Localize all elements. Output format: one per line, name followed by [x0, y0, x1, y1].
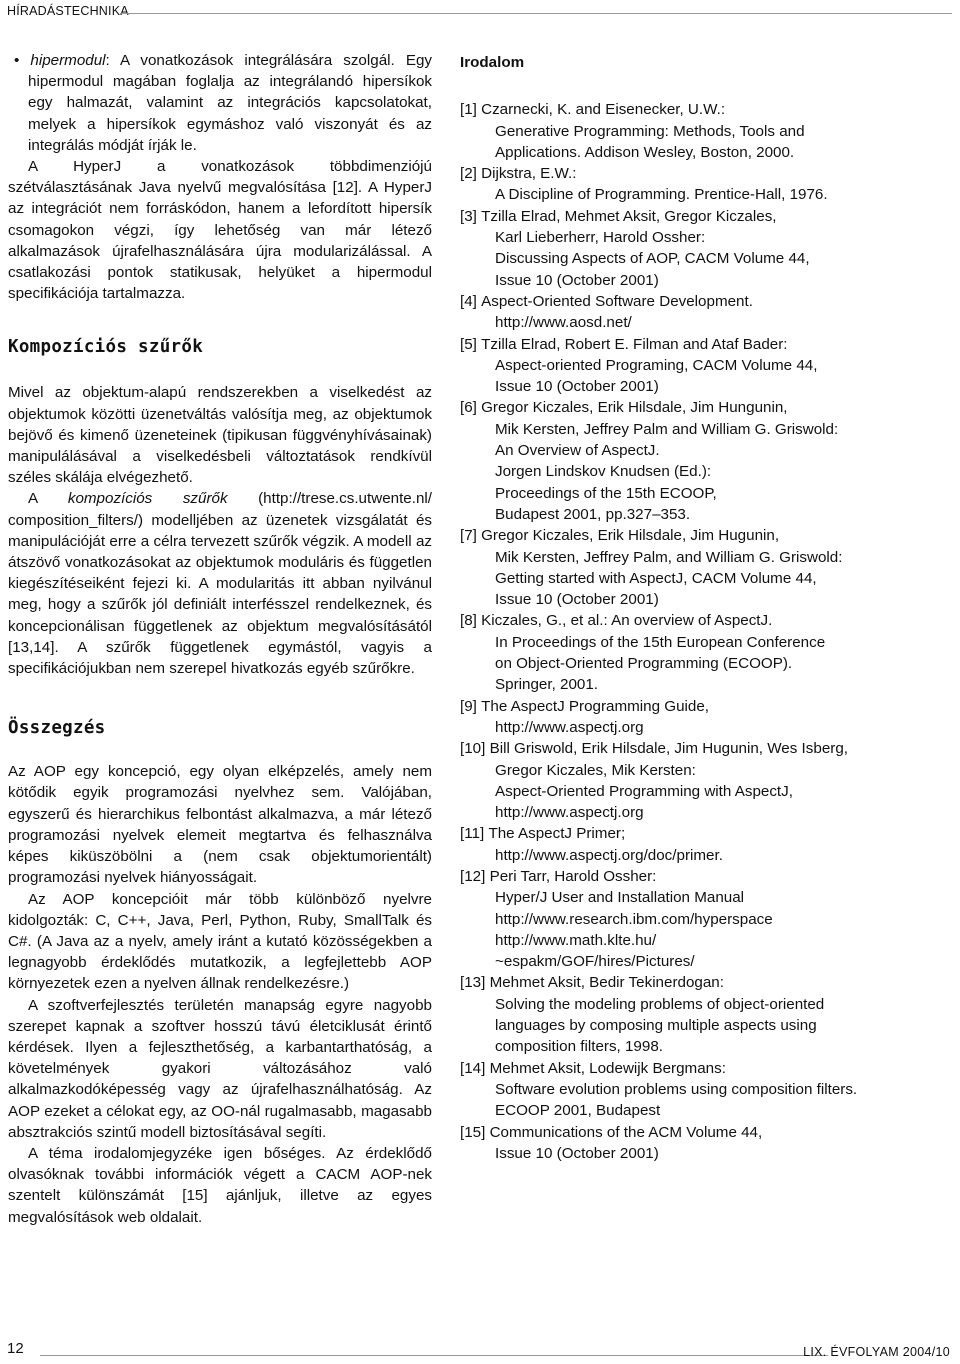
reference-line: In Proceedings of the 15th European Conference	[495, 633, 826, 651]
reference-line: ~espakm/GOF/hires/Pictures/	[495, 953, 695, 971]
reference-line: Discussing Aspects of AOP, CACM Volume 44,	[495, 250, 810, 268]
reference-item	[460, 972, 935, 1057]
reference-line: http://www.aspectj.org/doc/primer.	[495, 846, 723, 864]
reference-line: Aspect-Oriented Programming with AspectJ,	[495, 782, 793, 800]
reference-body	[488, 823, 935, 866]
reference-number: [4]	[460, 292, 482, 310]
reference-line: Karl Lieberherr, Harold Ossher:	[495, 229, 706, 247]
reference-line: composition filters, 1998.	[495, 1038, 663, 1056]
reference-item	[460, 1122, 935, 1165]
reference-body	[481, 206, 935, 291]
reference-item	[460, 163, 935, 206]
reference-item	[460, 99, 935, 163]
hyperj-paragraph: A HyperJ a vonatkozások többdimenziójú szétválasztásának Java nyelvű megvalósítása [12]. A HyperJ az integrációt nem forráskódon, hanem a lefordított hipersík csomagokon végzi, így lehetőség van már létező alkalmazások újrafelhasználására újra modularizálással. A csatlakozási pontok statikusak, helyüket a hipermodul specifikációja tartalmazza.	[8, 158, 432, 303]
section1-paragraph-2	[8, 488, 432, 679]
section-heading-kompozicios: Kompozíciós szűrők	[8, 337, 204, 358]
reference-item	[460, 525, 935, 610]
reference-item	[460, 696, 935, 739]
reference-list	[460, 99, 935, 1164]
reference-line: http://www.aosd.net/	[495, 314, 632, 332]
reference-line: The AspectJ Programming Guide,	[481, 697, 710, 715]
reference-line: A Discipline of Programming. Prentice-Hall, 1976.	[495, 186, 828, 204]
reference-line: http://www.aspectj.org	[495, 804, 644, 822]
reference-number: [8]	[460, 612, 482, 630]
reference-item	[460, 738, 935, 823]
reference-body	[490, 1122, 935, 1165]
reference-number: [3]	[460, 207, 482, 225]
section2-paragraph-3: A szoftverfejlesztés területén manapság egyre nagyobb szerepet kapnak a szoftver hosszú távú életciklusát érintő kérdések. Ilyen a fejleszthetőség, a karbantarthatóság, a követelmények gyakori változásához való alkalmazkodóképesség vagy az újrafelhasználhatóság. Az AOP ezeket a célokat egy, az OO-nál rugalmasabb, magasabb absztrakciós szintű modell biztosításával segíti.	[8, 996, 432, 1141]
references-column	[460, 52, 935, 1164]
reference-line: Peri Tarr, Harold Ossher:	[489, 867, 657, 885]
reference-body	[490, 972, 935, 1057]
bullet-text: : A vonatkozások integrálására szolgál. Egy hipermodul magában foglalja az integrálandó hipersíkok egy halmazát, valamint az integrációs kapcsolatokat, melyek a hipersíkok egymáshoz való viszonyát és az integrálás módját írják le.	[28, 52, 432, 154]
p2-pre: A	[28, 490, 68, 508]
reference-line: Mehmet Aksit, Bedir Tekinerdogan:	[489, 974, 724, 992]
reference-line: Bill Griswold, Erik Hilsdale, Jim Hugunin, Wes Isberg,	[489, 740, 848, 758]
reference-number: [14]	[460, 1059, 490, 1077]
reference-number: [5]	[460, 335, 482, 353]
reference-line: Generative Programming: Methods, Tools and	[495, 122, 805, 140]
reference-line: on Object-Oriented Programming (ECOOP).	[495, 655, 793, 673]
section1-paragraph-1: Mivel az objektum-alapú rendszerekben a viselkedést az objektumok közötti üzenetváltás valósítja meg, az objektumok bejövő és kimenő üzeneteinek (tipikusan függvényhívásainak) manipulálásával a viselkedésbeli változtatások rendkívül széles skálája elvégezhető.	[8, 384, 432, 487]
reference-line: Aspect-oriented Programing, CACM Volume 44,	[495, 356, 818, 374]
reference-line: Proceedings of the 15th ECOOP,	[495, 484, 717, 502]
reference-item	[460, 823, 935, 866]
reference-line: Czarnecki, K. and Eisenecker, U.W.:	[481, 101, 726, 119]
reference-line: Issue 10 (October 2001)	[495, 591, 659, 609]
reference-body	[490, 1058, 935, 1122]
page-number: 12	[7, 1340, 24, 1357]
bullet-hipermodul: • hipermodul: A vonatkozások integrálására szolgál. Egy hipermodul magában foglalja az integrálandó hipersíkok egy halmazát, valamint az integrációs kapcsolatokat, melyek a hipersíkok egymáshoz való viszonyát és az integrálás módját írják le.	[14, 52, 432, 154]
reference-number: [12]	[460, 867, 490, 885]
reference-item	[460, 291, 935, 334]
p2-term: kompozíciós szűrők	[67, 490, 228, 508]
reference-line: Issue 10 (October 2001)	[495, 378, 659, 396]
reference-number: [1]	[460, 101, 482, 119]
reference-line: An Overview of AspectJ.	[495, 442, 660, 460]
reference-line: Hyper/J User and Installation Manual	[495, 889, 745, 907]
reference-line: Gregor Kiczales, Erik Hilsdale, Jim Hungunin,	[481, 399, 788, 417]
reference-number: [15]	[460, 1123, 490, 1141]
section-heading-osszegzes: Összegzés	[8, 718, 106, 739]
reference-line: Solving the modeling problems of object-oriented	[495, 995, 825, 1013]
reference-line: Getting started with AspectJ, CACM Volume 44,	[495, 569, 817, 587]
footer-rule	[40, 1355, 828, 1356]
reference-number: [11]	[460, 825, 489, 843]
reference-body	[481, 99, 935, 163]
reference-body	[490, 866, 935, 972]
reference-body	[481, 291, 935, 334]
reference-line: Software evolution problems using composition filters.	[495, 1080, 858, 1098]
bullet-term: hipermodul	[30, 52, 106, 69]
reference-line: languages by composing multiple aspects using	[495, 1017, 817, 1035]
reference-item	[460, 334, 935, 398]
reference-item	[460, 206, 935, 291]
reference-line: Springer, 2001.	[495, 676, 599, 694]
reference-line: ECOOP 2001, Budapest	[495, 1102, 661, 1120]
reference-line: Tzilla Elrad, Robert E. Filman and Ataf Bader:	[481, 335, 788, 353]
reference-number: [6]	[460, 399, 482, 417]
reference-line: Jorgen Lindskov Knudsen (Ed.):	[495, 463, 712, 481]
reference-line: http://www.aspectj.org	[495, 718, 644, 736]
reference-line: Issue 10 (October 2001)	[495, 271, 659, 289]
reference-line: Applications. Addison Wesley, Boston, 2000.	[495, 143, 795, 161]
reference-body	[481, 334, 935, 398]
reference-line: Mik Kersten, Jeffrey Palm and William G. Griswold:	[495, 420, 839, 438]
section2-paragraph-4: A téma irodalomjegyzéke igen bőséges. Az érdeklődő olvasóknak további információk végett a CACM AOP-nek szentelt különszámát [15] ajánljuk, illetve az egyes megvalósítások web oldalait.	[8, 1144, 432, 1226]
reference-line: Kiczales, G., et al.: An overview of AspectJ.	[481, 612, 773, 630]
reference-body	[490, 738, 935, 823]
reference-line: Mehmet Aksit, Lodewijk Bergmans:	[489, 1059, 726, 1077]
reference-number: [2]	[460, 165, 482, 183]
volume-label: LIX. ÉVFOLYAM 2004/10	[803, 1345, 950, 1359]
reference-number: [7]	[460, 527, 482, 545]
reference-line: Gregor Kiczales, Erik Hilsdale, Jim Hugunin,	[481, 527, 780, 545]
reference-line: The AspectJ Primer;	[488, 825, 626, 843]
reference-body	[481, 163, 935, 206]
left-column	[8, 50, 432, 1228]
reference-line: Communications of the ACM Volume 44,	[489, 1123, 763, 1141]
reference-line: Issue 10 (October 2001)	[495, 1144, 659, 1162]
reference-item	[460, 610, 935, 695]
reference-body	[481, 696, 935, 739]
reference-number: [10]	[460, 740, 490, 758]
p2-post: (http://trese.cs.utwente.nl/ composition_filters/) modelljében az üzenetek vizsgálatát és manipulációját erre a célra tervezett szűrők végzik. A modell az átszövő vonatkozásokat az objektumok moduláris és független kiegészítéseiként fejezi ki. A modularitás itt abban nyilvánul meg, hogy a szűrők jól definiált interfésszel rendelkeznek, és koncepcionálisan függetlenek az objektum megvalósításától [13,14]. A szűrők függetlenek egymástól, vagyis a specifikációjukban nem szerepel hivatkozás egyéb szűrőkre.	[8, 490, 433, 678]
reference-body	[481, 610, 935, 695]
reference-line: Gregor Kiczales, Mik Kersten:	[495, 761, 696, 779]
reference-item	[460, 397, 935, 525]
section2-paragraph-2: Az AOP koncepcióit már több különböző nyelvre kidolgozták: C, C++, Java, Perl, Python, Ruby, SmallTalk és C#. (A Java az a nyelv, amely iránt a kutató közösségekben a legnagyobb érdeklődés mutatkozik, a legfejlettebb AOP környezetek ezen a nyelven állnak rendelkezésre.)	[8, 890, 432, 993]
reference-line: http://www.math.klte.hu/	[495, 931, 657, 949]
reference-line: Dijkstra, E.W.:	[481, 165, 577, 183]
section2-paragraph-1: Az AOP egy koncepció, egy olyan elképzelés, amely nem kötődik egyik programozási nyelvhez sem. Valójában, egyszerű és hierarchikus felbontást alkalmazva, a már létező programozási nyelvek elemeit megtartva és felhasználva képes kiküszöbölni a (nem csak objektumorientált) programozási nyelvek hiányosságait.	[8, 763, 432, 887]
reference-number: [13]	[460, 974, 490, 992]
header-rule	[120, 13, 952, 14]
reference-body	[481, 525, 935, 610]
reference-line: Aspect-Oriented Software Development.	[481, 292, 753, 310]
reference-line: Budapest 2001, pp.327–353.	[495, 505, 691, 523]
reference-item	[460, 1058, 935, 1122]
reference-line: http://www.research.ibm.com/hyperspace	[495, 910, 773, 928]
reference-body	[481, 397, 935, 525]
reference-item	[460, 866, 935, 972]
reference-line: Tzilla Elrad, Mehmet Aksit, Gregor Kiczales,	[481, 207, 777, 225]
reference-line: Mik Kersten, Jeffrey Palm, and William G. Griswold:	[495, 548, 843, 566]
reference-number: [9]	[460, 697, 482, 715]
running-head: HÍRADÁSTECHNIKA	[7, 4, 129, 18]
references-heading: Irodalom	[460, 54, 525, 71]
